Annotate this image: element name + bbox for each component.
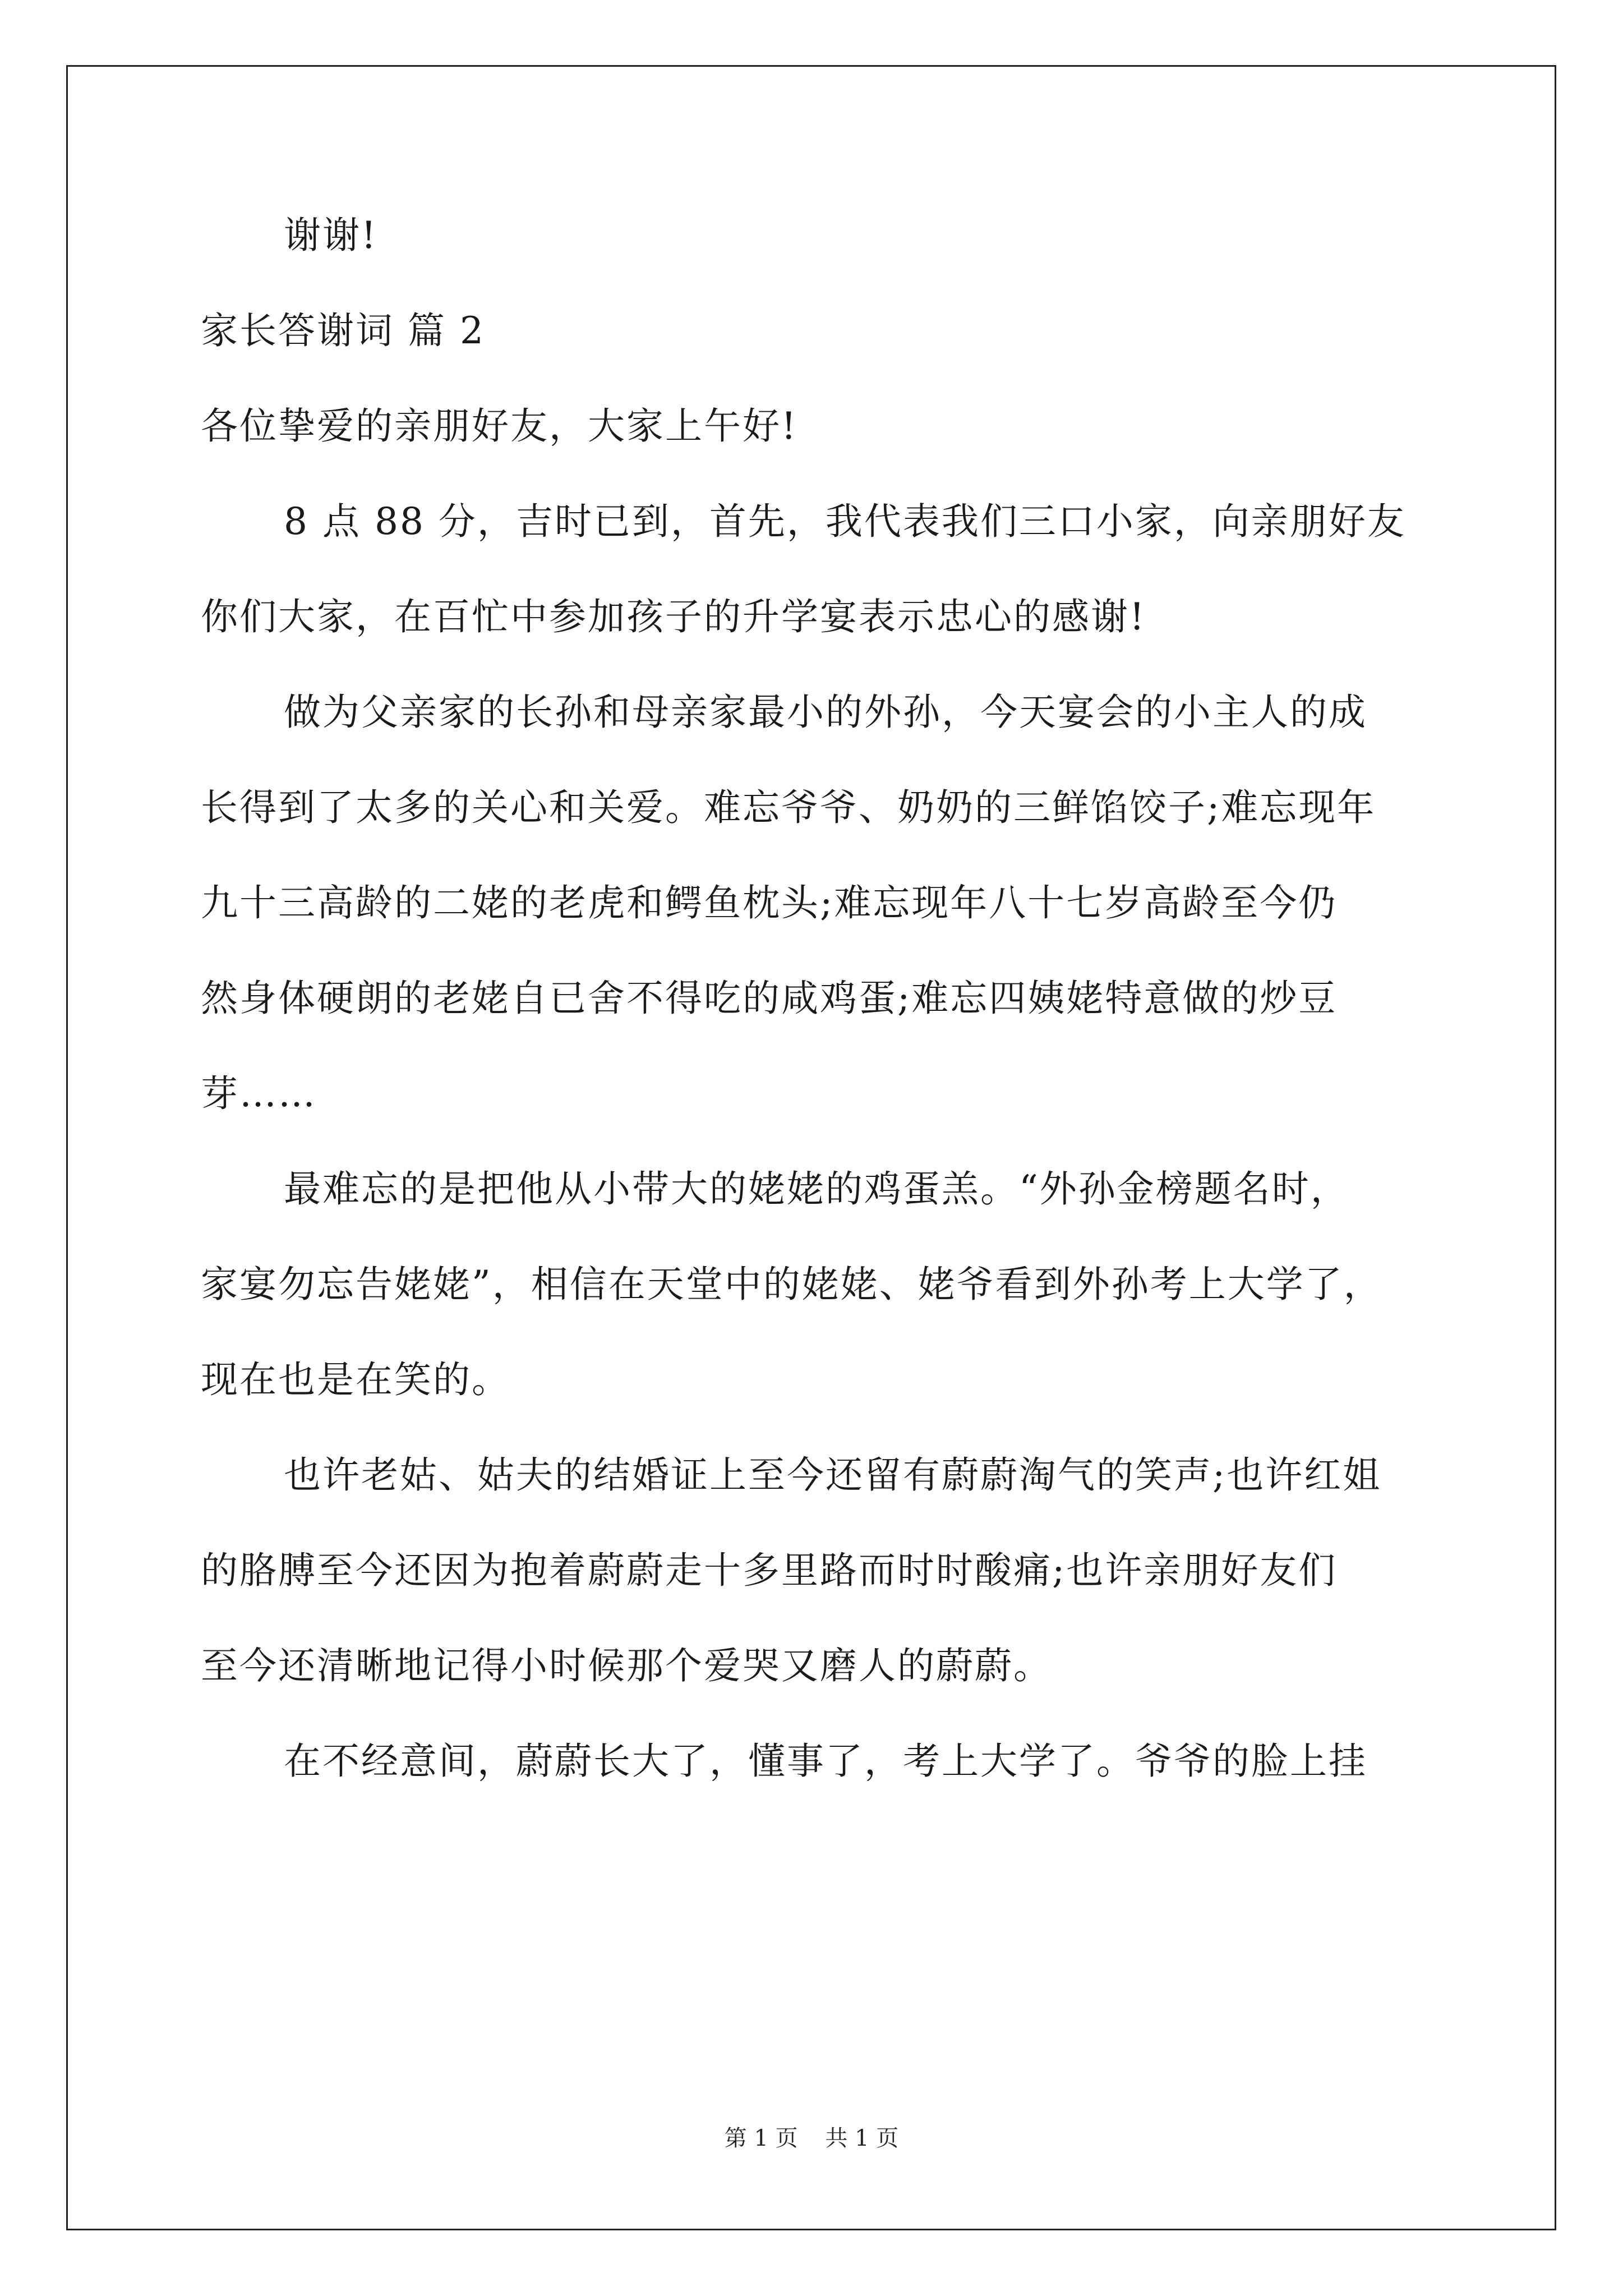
page-total: 共 1 页 (825, 2125, 899, 2151)
page-border (66, 65, 1556, 2230)
line-7: 长得到了太多的关心和关爱。难忘爷爷、奶奶的三鲜馅饺子;难忘现年 (201, 786, 1376, 829)
line-5: 你们大家，在百忙中参加孩子的升学宴表示忠心的感谢! (201, 595, 1146, 638)
line-8: 九十三高龄的二姥的老虎和鳄鱼枕头;难忘现年八十七岁高龄至今仍 (201, 881, 1338, 924)
line-17: 在不经意间，蔚蔚长大了，懂事了，考上大学了。爷爷的脸上挂 (284, 1740, 1367, 1783)
line-3: 各位挚爱的亲朋好友，大家上午好! (201, 404, 798, 448)
line-16: 至今还清晰地记得小时候那个爱哭又磨人的蔚蔚。 (201, 1644, 1052, 1687)
line-6: 做为父亲家的长孙和母亲家最小的外孙，今天宴会的小主人的成 (284, 691, 1367, 734)
line-14: 也许老姑、姑夫的结婚证上至今还留有蔚蔚淘气的笑声;也许红姐 (284, 1453, 1382, 1497)
section-heading: 家长答谢词 篇 2 (201, 309, 485, 352)
line-12: 家宴勿忘告姥姥”，相信在天堂中的姥姥、姥爷看到外孙考上大学了， (201, 1263, 1382, 1306)
page-number: 第 1 页 (724, 2125, 798, 2151)
page-footer (0, 2120, 1623, 2152)
line-1: 谢谢! (284, 214, 378, 257)
line-11: 最难忘的是把他从小带大的姥姥的鸡蛋羔。“外孙金榜题名时， (284, 1167, 1349, 1211)
line-9: 然身体硬朗的老姥自已舍不得吃的咸鸡蛋;难忘四姨姥特意做的炒豆 (201, 977, 1338, 1020)
line-15: 的胳膊至今还因为抱着蔚蔚走十多里路而时时酸痛;也许亲朋好友们 (201, 1549, 1338, 1592)
line-13: 现在也是在笑的。 (201, 1358, 510, 1401)
line-10: 芽…… (201, 1072, 317, 1115)
line-4: 8 点 88 分，吉时已到，首先，我代表我们三口小家，向亲朋好友 (284, 500, 1406, 543)
